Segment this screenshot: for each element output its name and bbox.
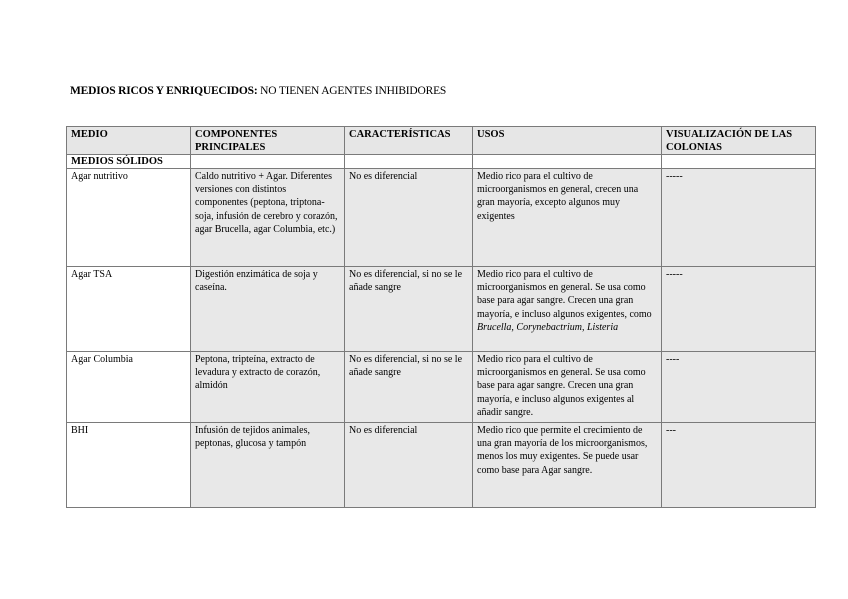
heading-bold-text: MEDIOS RICOS Y ENRIQUECIDOS: [70, 85, 258, 97]
section-empty-cell [191, 155, 345, 169]
table-row [67, 423, 816, 508]
cell-caracteristicas: No es diferencial [345, 423, 473, 508]
cell-componentes: Infusión de tejidos animales, peptonas, glucosa y tampón [191, 423, 345, 508]
section-empty-cell [662, 155, 816, 169]
heading-normal-text: NO TIENEN AGENTES INHIBIDORES [257, 85, 447, 97]
header-visualizacion: VISUALIZACIÓN DE LAS COLONIAS [662, 127, 816, 155]
cell-caracteristicas: No es diferencial, si no se le añade sangre [345, 352, 473, 423]
cell-visualizacion: ----- [662, 169, 816, 267]
cell-medio: Agar nutritivo [67, 169, 191, 267]
section-empty-cell [473, 155, 662, 169]
cell-caracteristicas: No es diferencial [345, 169, 473, 267]
cell-componentes: Digestión enzimática de soja y caseína. [191, 267, 345, 352]
section-empty-cell [345, 155, 473, 169]
cell-componentes: Peptona, tripteína, extracto de levadura y extracto de corazón, almidón [191, 352, 345, 423]
header-caracteristicas: CARACTERÍSTICAS [345, 127, 473, 155]
cell-visualizacion: ----- [662, 267, 816, 352]
cell-usos [473, 352, 662, 423]
cell-medio: Agar Columbia [67, 352, 191, 423]
media-table [66, 126, 816, 508]
table-row [67, 169, 816, 267]
usos-text: Medio rico para el cultivo de microorganismos en general. Se usa como base para agar sangre. Crecen una gran mayoría, e incluso algunos exigentes al añadir sangre. [477, 354, 646, 418]
usos-text: Medio rico para el cultivo de microorganismos en general. Se usa como base para agar sangre. Crecen una gran mayoría, e incluso algunos exigentes, como [477, 269, 652, 320]
section-label: MEDIOS SÓLIDOS [67, 155, 191, 169]
table-header-row [67, 127, 816, 155]
cell-visualizacion: ---- [662, 352, 816, 423]
table-row [67, 352, 816, 423]
cell-caracteristicas: No es diferencial, si no se le añade sangre [345, 267, 473, 352]
cell-medio: BHI [67, 423, 191, 508]
cell-usos [473, 267, 662, 352]
cell-visualizacion: --- [662, 423, 816, 508]
cell-medio: Agar TSA [67, 267, 191, 352]
usos-text: Medio rico que permite el crecimiento de una gran mayoría de los microorganismos, menos los muy exigentes. Se puede usar como base para Agar sangre. [477, 425, 648, 476]
usos-italic-text: Brucella, Corynebactrium, Listeria [477, 321, 619, 333]
cell-componentes: Caldo nutritivo + Agar. Diferentes versiones con distintos componentes (peptona, triptona-soja, infusión de cerebro y corazón, agar Brucella, agar Columbia, etc.) [191, 169, 345, 267]
usos-text: Medio rico para el cultivo de microorganismos en general, crecen una gran mayoría, excepto algunos muy exigentes [477, 171, 639, 222]
header-medio: MEDIO [67, 127, 191, 155]
cell-usos [473, 423, 662, 508]
header-usos: USOS [473, 127, 662, 155]
cell-usos [473, 169, 662, 267]
table-row [67, 267, 816, 352]
header-componentes: COMPONENTES PRINCIPALES [191, 127, 345, 155]
section-row [67, 155, 816, 169]
document-heading [70, 85, 446, 97]
